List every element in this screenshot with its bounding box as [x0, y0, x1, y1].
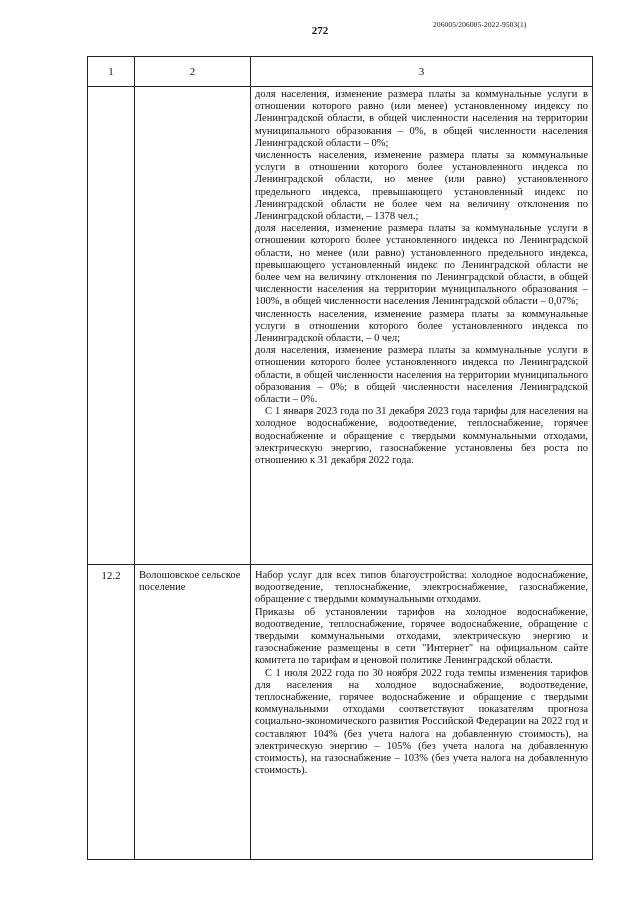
data-table — [87, 56, 593, 860]
description-paragraph: доля населения, изменение размера платы за коммунальные услуги в отношении которого равно (или менее) установленному индексу по Ленинградской области, в общей численности населения на территории муниципального образования – 0%, в общей численности населения Ленинградской области – 0%; — [255, 89, 588, 149]
description-paragraph: доля населения, изменение размера платы за коммунальные услуги в отношении которого более установленного индекса по Ленинградской области, в общей численности населения на территории муниципального образования – 0%; в общей численности населения Ленинградской области – 0%. — [255, 345, 588, 406]
description-paragraph: численность населения, изменение размера платы за коммунальные услуги в отношении которого более установленного индекса по Ленинградской области, – 0 чел; — [255, 308, 588, 345]
description-paragraph: С 1 января 2023 года по 31 декабря 2023 года тарифы для населения на холодное водоснабжение, водоотведение, теплоснабжение, горячее водоснабжение и обращение с твердыми коммунальными отходами, электрическую энергию, газоснабжение установлены без роста по отношению к 31 декабря 2022 года. — [255, 406, 588, 467]
table-row — [88, 87, 593, 565]
page-number: 272 — [311, 25, 329, 37]
table-row — [88, 565, 593, 860]
settlement-name-cell: Волошовское сельское поселение — [135, 565, 251, 860]
table-header-row — [88, 57, 593, 87]
column-header-1: 1 — [88, 57, 135, 87]
description-paragraph: Приказы об установлении тарифов на холодное водоснабжение, водоотведение, теплоснабжение, горячее водоснабжение, обращение с твердыми коммунальными отходами, электрическую энергию и газоснабжение размещены в сети "Интернет" на официальном сайте комитета по тарифам и ценовой политике Ленинградской области. — [255, 606, 588, 667]
description-cell — [251, 565, 593, 860]
column-header-3: 3 — [251, 57, 593, 87]
document-id: 206005/206005-2022-9503(1) — [433, 20, 527, 29]
description-paragraph: Набор услуг для всех типов благоустройства: холодное водоснабжение, водоотведение, теплоснабжение, электроснабжение, газоснабжение, обращение с твердыми коммунальными отходами. — [255, 570, 588, 606]
row-number-cell — [88, 87, 135, 565]
column-header-2: 2 — [135, 57, 251, 87]
description-paragraph: численность населения, изменение размера платы за коммунальные услуги в отношении которого более установленного индекса по Ленинградской области, но менее (или равно) установленного предельного индекса, превышающего установленный индекс по Ленинградской области не более чем на величину отклонения по Ленинградской области, – 1378 чел.; — [255, 150, 588, 223]
description-cell — [251, 87, 593, 565]
row-number-cell: 12.2 — [88, 565, 135, 860]
settlement-name-cell — [135, 87, 251, 565]
description-paragraph: доля населения, изменение размера платы за коммунальные услуги в отношении которого более установленного индекса по Ленинградской области, но менее (или равно) установленного предельного индекса, превышающего установленный индекс по Ленинградской области не более чем на величину отклонения по Ленинградской области, в общей численности населения на территории муниципального образования – 100%, в общей численности населения Ленинградской области – 0,07%; — [255, 223, 588, 308]
description-paragraph: С 1 июля 2022 года по 30 ноября 2022 года темпы изменения тарифов для населения на холодное водоснабжение, водоотведение, теплоснабжение, горячее водоснабжение и обращение с твердыми коммунальными отходами соответствуют показателям прогноза социально-экономического развития Российской Федерации на 2022 год и составляют 104% (без учета налога на добавленную стоимость), на электрическую энергию – 105% (без учета налога на добавленную стоимость), на газоснабжение – 103% (без учета налога на добавленную стоимость). — [255, 667, 588, 777]
